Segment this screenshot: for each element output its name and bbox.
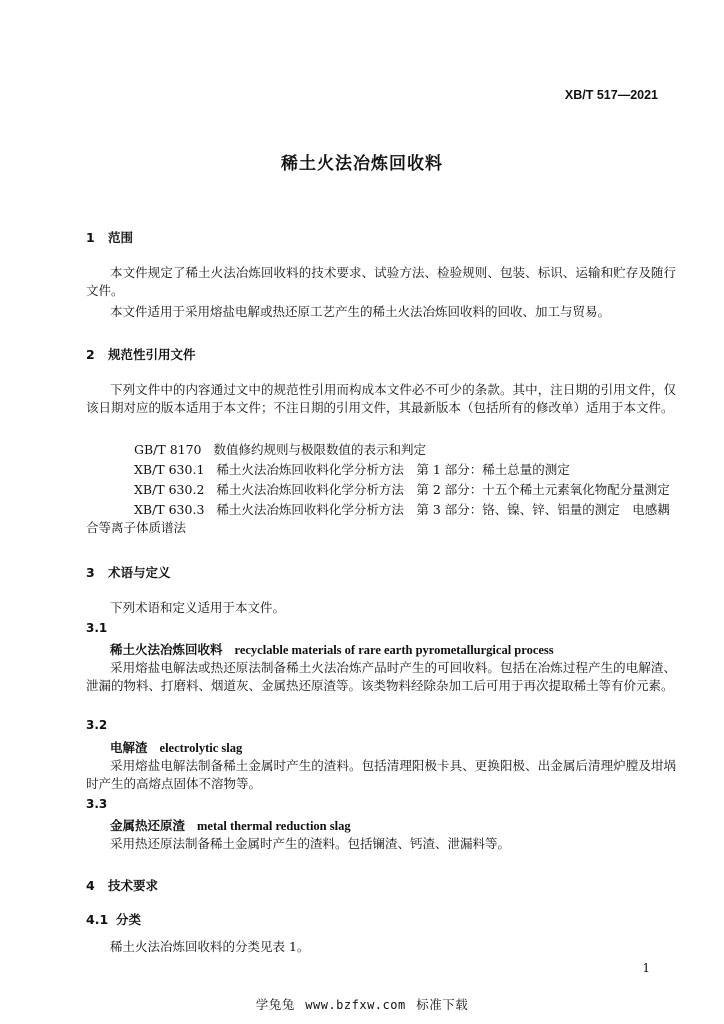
section-1-heading <box>86 228 133 246</box>
section-4-heading <box>86 876 158 894</box>
subsection-number: 4.1 <box>86 912 109 927</box>
section-number: 3 <box>86 565 95 580</box>
section-title: 规范性引用文件 <box>108 347 196 362</box>
reference-code: GB/T 8170 <box>134 442 202 457</box>
section-title: 技术要求 <box>108 878 159 893</box>
standard-code: XB/T 517—2021 <box>564 88 658 102</box>
reference-title: 稀土火法冶炼回收料化学分析方法 第 2 部分：十五个稀土元素氧化物配分量测定 <box>216 482 670 497</box>
reference-item <box>86 461 676 479</box>
reference-code: XB/T 630.1 <box>134 462 205 477</box>
term-heading <box>110 816 351 834</box>
term-definition: 采用热还原法制备稀土金属时产生的渣料。包括镧渣、钙渣、泄漏料等。 <box>110 836 511 851</box>
term-zh: 金属热还原渣 <box>110 818 186 833</box>
subsection-4-1-text: 稀土火法冶炼回收料的分类见表 1。 <box>110 939 310 954</box>
term-number: 3.3 <box>86 797 108 811</box>
download-footer <box>0 995 724 1013</box>
document-title: 稀土火法冶炼回收料 <box>281 154 443 174</box>
subsection-4-1-heading <box>86 910 141 928</box>
reference-title: 数值修约规则与极限数值的表示和判定 <box>213 442 427 457</box>
term-definition: 采用熔盐电解法或热还原法制备稀土火法冶炼产品时产生的可回收料。包括在冶炼过程产生的电解渣、泄漏的物料、打磨料、烟道灰、金属热还原渣等。该类物料经除杂加工后可用于再次提取稀土等有价元素。 <box>86 660 676 693</box>
section-1-paragraph-1: 本文件规定了稀土火法冶炼回收料的技术要求、试验方法、检验规则、包装、标识、运输和贮存及随行文件。 <box>86 265 676 298</box>
section-2-heading <box>86 345 196 363</box>
term-en: recyclable materials of rare earth pyrometallurgical process <box>234 643 554 657</box>
reference-code: XB/T 630.2 <box>134 482 205 497</box>
section-3-heading <box>86 563 171 581</box>
reference-item <box>86 481 676 499</box>
term-heading <box>110 738 242 756</box>
term-en: metal thermal reduction slag <box>197 819 351 833</box>
term-zh: 电解渣 <box>110 740 148 755</box>
reference-item <box>86 441 676 459</box>
section-title: 范围 <box>108 230 134 245</box>
section-number: 2 <box>86 347 95 362</box>
term-heading <box>110 640 554 658</box>
term-definition: 采用熔盐电解法制备稀土金属时产生的渣料。包括清理阳极卡具、更换阳极、出金属后清理炉膛及坩埚时产生的高熔点固体不溶物等。 <box>86 758 676 791</box>
reference-title: 稀土火法冶炼回收料化学分析方法 第 1 部分：稀土总量的测定 <box>216 462 570 477</box>
section-1-paragraph-2: 本文件适用于采用熔盐电解或热还原工艺产生的稀土火法冶炼回收料的回收、加工与贸易。 <box>110 304 611 319</box>
term-number: 3.2 <box>86 718 108 732</box>
subsection-title: 分类 <box>116 912 142 927</box>
section-3-intro: 下列术语和定义适用于本文件。 <box>110 600 286 615</box>
footer-url[interactable]: www.bzfxw.com <box>305 998 406 1012</box>
footer-site-name: 学兔兔 <box>255 997 295 1012</box>
section-number: 1 <box>86 230 95 245</box>
reference-code: XB/T 630.3 <box>134 502 205 517</box>
section-title: 术语与定义 <box>108 565 171 580</box>
footer-tagline: 标准下载 <box>416 997 469 1012</box>
section-number: 4 <box>86 878 95 893</box>
term-number: 3.1 <box>86 621 108 635</box>
reference-item <box>86 501 676 537</box>
page-number: 1 <box>642 961 650 975</box>
section-2-intro: 下列文件中的内容通过文中的规范性引用而构成本文件必不可少的条款。其中，注日期的引用文件，仅该日期对应的版本适用于本文件；不注日期的引用文件，其最新版本（包括所有的修改单）适用于本文件。 <box>86 382 676 415</box>
term-en: electrolytic slag <box>159 741 243 755</box>
term-zh: 稀土火法冶炼回收料 <box>110 642 223 657</box>
reference-title: 稀土火法冶炼回收料化学分析方法 第 3 部分：铬、镍、锌、铝量的测定 电感耦合等离子体质谱法 <box>86 502 670 535</box>
